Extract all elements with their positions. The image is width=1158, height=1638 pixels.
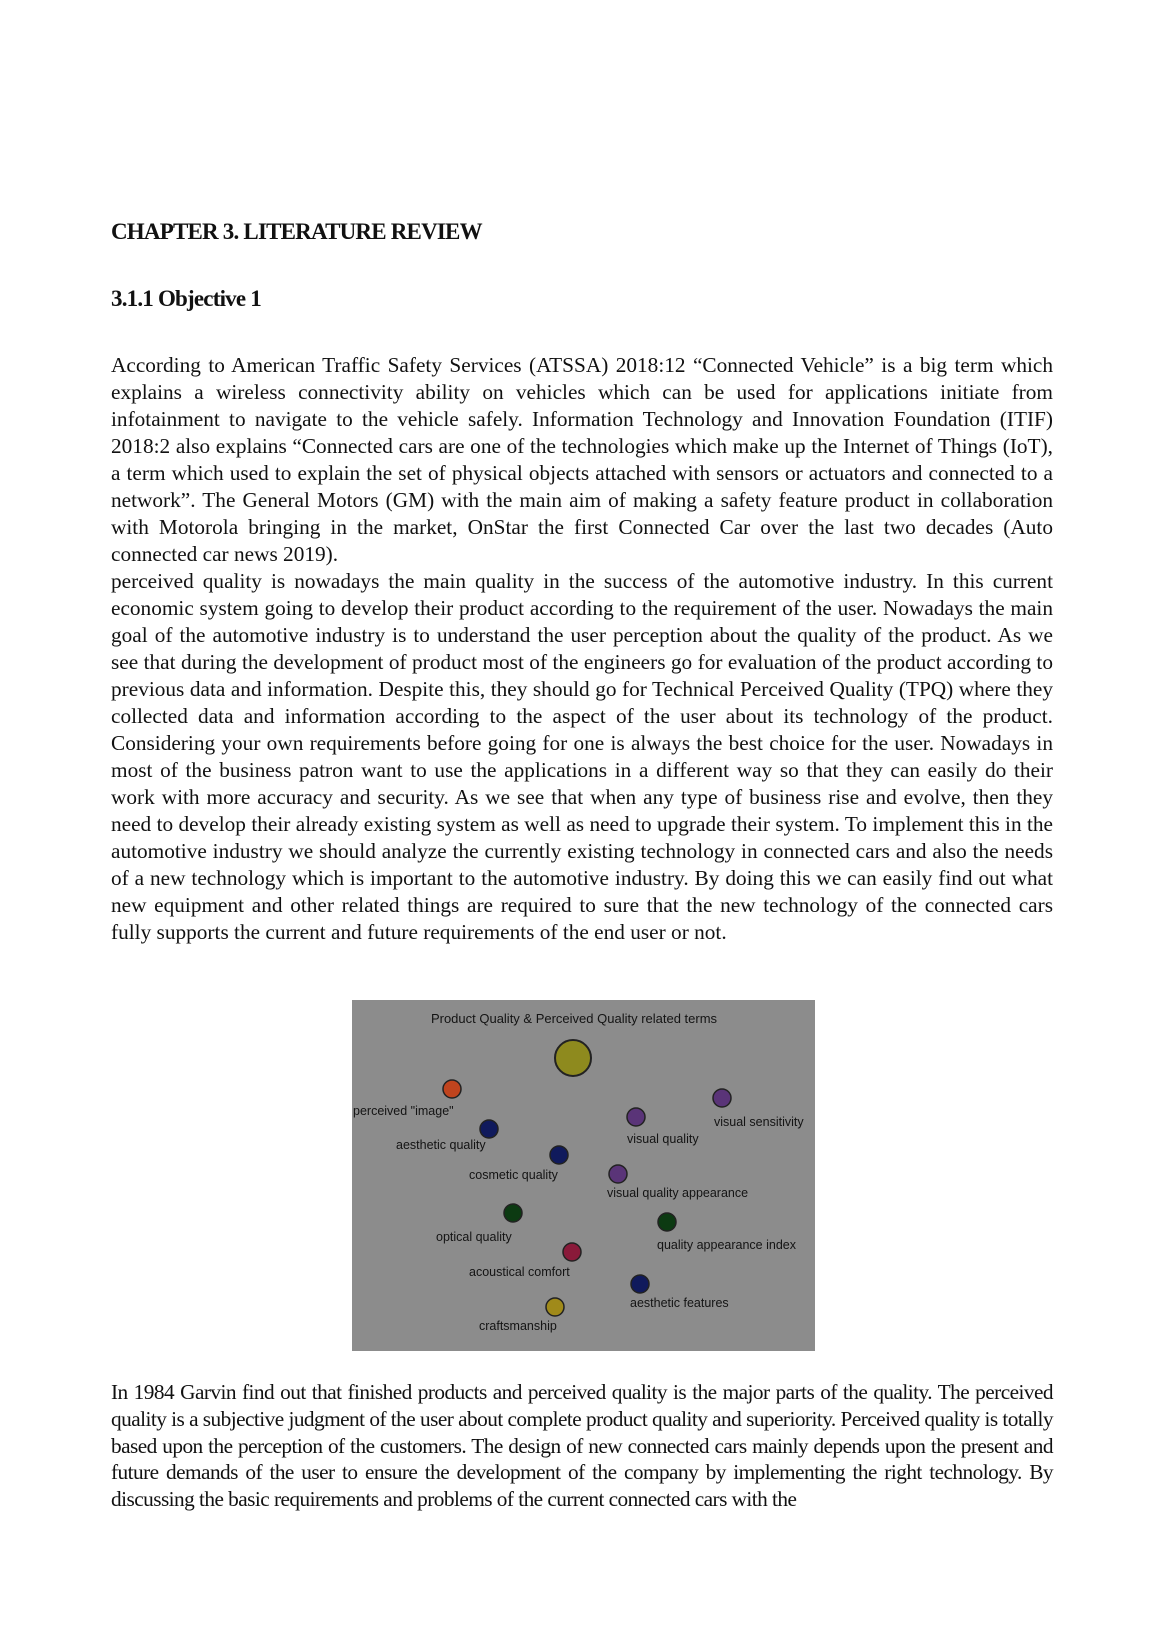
term-optical-quality: optical quality xyxy=(436,1230,512,1244)
term-aesthetic-features: aesthetic features xyxy=(630,1296,729,1310)
bubble-aesthetic-quality xyxy=(480,1120,498,1138)
bubble-perceived-image xyxy=(443,1080,461,1098)
term-aesthetic-quality: aesthetic quality xyxy=(396,1138,486,1152)
perceived-quality-terms-figure xyxy=(352,1000,815,1351)
bubble-visual-quality xyxy=(627,1108,645,1126)
bubble-visual-sensitivity xyxy=(713,1089,731,1107)
paragraph-perceived-quality: perceived quality is nowadays the main quality in the success of the automotive industry. In this current economic system going to develop their product according to the requirement of the user. Nowadays the main goal of the automotive industry is to understand the user perception about the quality of the product. As we see that during the development of product most of the engineers go for evaluation of the product according to previous data and information. Despite this, they should go for Technical Perceived Quality (TPQ) where they collected data and information according to the aspect of the user about its technology of the product. Considering your own requirements before going for one is always the best choice for the user. Nowadays in most of the business patron want to use the applications in a different way so that they can easily do their work with more accuracy and security. As we see that when any type of business rise and evolve, then they need to develop their already existing system as well as need to upgrade their system. To implement this in the automotive industry we should analyze the currently existing technology in connected cars and also the needs of a new technology which is important to the automotive industry. By doing this we can easily find out what new equipment and other related things are required to sure that the new technology of the connected cars fully supports the current and future requirements of the end user or not. xyxy=(111,569,1053,944)
section-heading: 3.1.1 Objective 1 xyxy=(111,286,261,311)
term-craftsmanship: craftsmanship xyxy=(479,1319,557,1333)
bubble-aesthetic-features xyxy=(631,1275,649,1293)
figure-title: Product Quality & Perceived Quality related terms xyxy=(430,1011,718,1026)
paragraph-connected-vehicle: According to American Traffic Safety Services (ATSSA) 2018:12 “Connected Vehicle” is a big term which explains a wireless connectivity ability on vehicles which can be used for applications initiate from infotainment to navigate to the vehicle safely. Information Technology and Innovation Foundation (ITIF) 2018:2 also explains “Connected cars are one of the technologies which make up the Internet of Things (IoT), a term which used to explain the set of physical objects attached with sensors or actuators and connected to a network”. The General Motors (GM) with the main aim of making a safety feature product in collaboration with Motorola bringing in the market, OnStar the first Connected Car over the last two decades (Auto connected car news 2019). xyxy=(111,353,1053,566)
center-bubble xyxy=(555,1040,591,1076)
bubble-visual-quality-appearance xyxy=(609,1165,627,1183)
bubble-optical-quality xyxy=(504,1204,522,1222)
term-perceived-image: perceived "image" xyxy=(353,1104,454,1118)
bubble-quality-appearance-index xyxy=(658,1213,676,1231)
term-acoustical-comfort: acoustical comfort xyxy=(469,1265,570,1279)
paragraph-garvin: In 1984 Garvin find out that finished products and perceived quality is the major parts of the quality. The perceived quality is a subjective judgment of the user about complete product quality and superiority. Perceived quality is totally based upon the perception of the customers. The design of new connected cars mainly depends upon the present and future demands of the user to ensure the development of the company by implementing the right technology. By discussing the basic requirements and problems of the current connected cars with the xyxy=(111,1380,1053,1512)
term-visual-quality-appearance: visual quality appearance xyxy=(607,1186,749,1200)
term-quality-appearance-index: quality appearance index xyxy=(657,1238,796,1252)
term-visual-sensitivity: visual sensitivity xyxy=(714,1115,804,1129)
bubble-cosmetic-quality xyxy=(550,1146,568,1164)
bubble-craftsmanship xyxy=(546,1298,564,1316)
bubble-acoustical-comfort xyxy=(563,1243,581,1261)
term-cosmetic-quality: cosmetic quality xyxy=(469,1168,558,1182)
term-visual-quality: visual quality xyxy=(627,1132,699,1146)
chapter-heading: CHAPTER 3. LITERATURE REVIEW xyxy=(111,219,482,244)
